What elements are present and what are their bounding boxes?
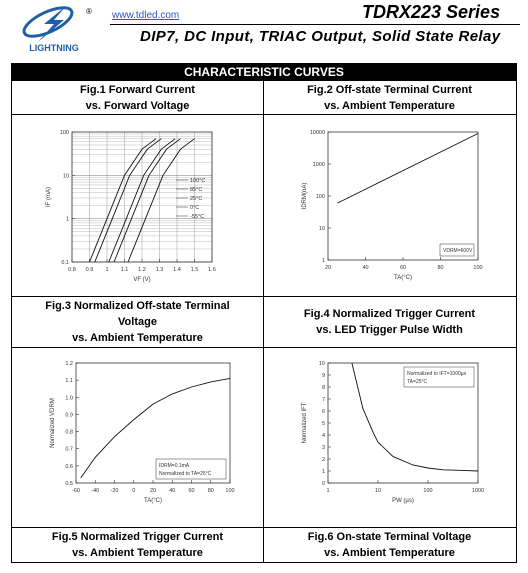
legend-label: 0°C xyxy=(190,205,200,211)
y-axis-label: Normalized IFT xyxy=(302,402,308,444)
x-tick-label: 20 xyxy=(324,265,332,271)
x-tick-label: 1.5 xyxy=(190,267,199,273)
y-tick-label: 0 xyxy=(321,481,325,487)
caption-line: vs. Forward Voltage xyxy=(85,100,190,112)
y-tick-label: 1 xyxy=(321,258,325,264)
caption-line: vs. Ambient Temperature xyxy=(72,332,203,344)
x-axis-label: TA(°C) xyxy=(394,275,412,281)
header-rule xyxy=(110,24,520,25)
y-tick-label: 1.1 xyxy=(65,378,73,385)
row-rule xyxy=(12,296,516,297)
legend-label: 25°C xyxy=(190,196,203,202)
x-tick-label: -60 xyxy=(72,488,80,494)
y-tick-label: 3 xyxy=(321,445,325,451)
x-tick-label: 60 xyxy=(188,488,195,494)
annotation-text: Normalized to TA=25°C xyxy=(159,471,212,477)
y-tick-label: 5 xyxy=(321,421,325,427)
y-tick-label: 8 xyxy=(321,385,325,391)
y-axis-label: Normalized VDRM xyxy=(50,398,56,448)
y-tick-label: 1000 xyxy=(312,162,325,168)
caption-line: Fig.3 Normalized Off-state Terminal xyxy=(45,300,230,312)
x-tick-label: 1.3 xyxy=(155,267,164,273)
y-tick-label: 10 xyxy=(62,173,69,180)
x-tick-label: 1.1 xyxy=(120,267,129,273)
plot-frame xyxy=(328,132,478,260)
caption-line: vs. LED Trigger Pulse Width xyxy=(316,324,463,336)
fig1-caption xyxy=(12,82,263,114)
legend-label: -55°C xyxy=(190,214,205,220)
y-tick-label: 7 xyxy=(321,397,325,403)
caption-line: vs. Ambient Temperature xyxy=(72,547,203,559)
y-tick-label: 4 xyxy=(321,433,325,439)
x-tick-label: 0.8 xyxy=(68,267,76,273)
x-tick-label: 60 xyxy=(399,265,407,271)
fig2-caption xyxy=(264,82,515,114)
y-tick-label: 100 xyxy=(315,194,325,200)
y-tick-label: 10 xyxy=(318,226,325,232)
registered-mark: ® xyxy=(86,7,92,16)
x-tick-label: 1.2 xyxy=(138,267,146,273)
x-tick-label: 40 xyxy=(362,265,369,271)
x-tick-label: 80 xyxy=(207,488,214,494)
series-line xyxy=(114,139,181,262)
y-tick-label: 6 xyxy=(321,409,325,415)
annotation-text: IDRM=0.1mA xyxy=(159,463,190,469)
y-axis-label: IF (mA) xyxy=(46,187,52,207)
caption-line: Voltage xyxy=(118,316,157,328)
annotation-text: Normalized to IFT=1000µs xyxy=(407,371,467,377)
row-rule xyxy=(12,527,516,528)
y-tick-label: 0.5 xyxy=(65,481,73,487)
caption-line: Fig.5 Normalized Trigger Current xyxy=(51,531,224,543)
y-tick-label: 10000 xyxy=(309,130,325,136)
x-tick-label: 100 xyxy=(225,488,235,494)
x-axis-label: TA(°C) xyxy=(144,498,162,504)
fig3-chart xyxy=(14,351,260,523)
fig2-chart xyxy=(266,118,512,292)
caption-line: vs. Ambient Temperature xyxy=(324,100,455,112)
series-line xyxy=(95,139,162,262)
y-tick-label: 1 xyxy=(65,216,69,223)
x-tick-label: 100 xyxy=(423,488,433,494)
caption-line: vs. Ambient Temperature xyxy=(324,547,455,559)
y-tick-label: 0.6 xyxy=(65,463,73,470)
series-line xyxy=(90,139,157,262)
x-tick-label: 1.4 xyxy=(173,267,181,273)
y-tick-label: 1.0 xyxy=(65,395,73,402)
x-tick-label: 1 xyxy=(326,488,330,494)
y-tick-label: 0.9 xyxy=(65,412,73,419)
product-subtitle: DIP7, DC Input, TRIAC Output, Solid State Relay xyxy=(140,28,501,45)
y-axis-label: IDRM(nA) xyxy=(302,182,308,210)
x-tick-label: 1 xyxy=(105,267,109,273)
x-tick-label: 20 xyxy=(149,488,157,494)
x-tick-label: -20 xyxy=(110,488,119,494)
x-tick-label: 40 xyxy=(169,488,176,494)
series-title: TDRX223 Series xyxy=(362,2,501,22)
characteristic-sheet xyxy=(11,63,517,563)
fig4-chart xyxy=(266,351,512,523)
fig6-caption xyxy=(264,529,515,561)
x-axis-label: VF (V) xyxy=(133,277,151,283)
legend-label: 85°C xyxy=(190,187,203,193)
row-rule xyxy=(12,80,516,81)
x-tick-label: 100 xyxy=(473,265,483,271)
x-tick-label: 10 xyxy=(374,488,382,494)
fig3-caption xyxy=(12,298,263,346)
row-rule xyxy=(12,347,516,348)
caption-line: Fig.2 Off-state Terminal Current xyxy=(307,84,472,96)
section-title: CHARACTERISTIC CURVES xyxy=(12,64,516,80)
series-line xyxy=(337,134,478,204)
y-tick-label: 0.7 xyxy=(65,446,73,453)
annotation-text: TA=25°C xyxy=(407,379,428,385)
y-tick-label: 0.1 xyxy=(61,260,69,266)
fig1-chart xyxy=(14,118,260,292)
fig4-caption xyxy=(264,306,515,338)
annotation-text: VDRM=600V xyxy=(443,248,473,254)
x-tick-label: 1000 xyxy=(471,488,485,494)
lightning-logo xyxy=(8,4,100,54)
x-tick-label: 80 xyxy=(437,265,444,271)
y-tick-label: 2 xyxy=(321,457,325,463)
legend-label: 100°C xyxy=(190,178,206,184)
caption-line: Fig.6 On-state Terminal Voltage xyxy=(307,531,472,543)
x-tick-label: 0 xyxy=(132,488,136,494)
row-rule xyxy=(12,114,516,115)
y-tick-label: 1.2 xyxy=(65,361,73,367)
caption-line: Fig.1 Forward Current xyxy=(80,84,195,96)
y-tick-label: 9 xyxy=(321,373,325,379)
x-tick-label: -40 xyxy=(91,488,100,494)
header xyxy=(0,0,528,58)
brand-name: LIGHTNING xyxy=(29,43,79,53)
y-tick-label: 0.8 xyxy=(65,429,73,436)
x-tick-label: 1.6 xyxy=(208,267,216,273)
y-tick-label: 1 xyxy=(321,469,325,475)
fig5-caption xyxy=(12,529,263,561)
caption-line: Fig.4 Normalized Trigger Current xyxy=(303,308,476,320)
y-tick-label: 10 xyxy=(318,361,325,367)
x-tick-label: 0.9 xyxy=(85,267,94,273)
y-tick-label: 100 xyxy=(59,130,69,136)
website-link[interactable]: www.tdled.com xyxy=(112,10,180,21)
x-axis-label: PW (µs) xyxy=(392,498,414,504)
